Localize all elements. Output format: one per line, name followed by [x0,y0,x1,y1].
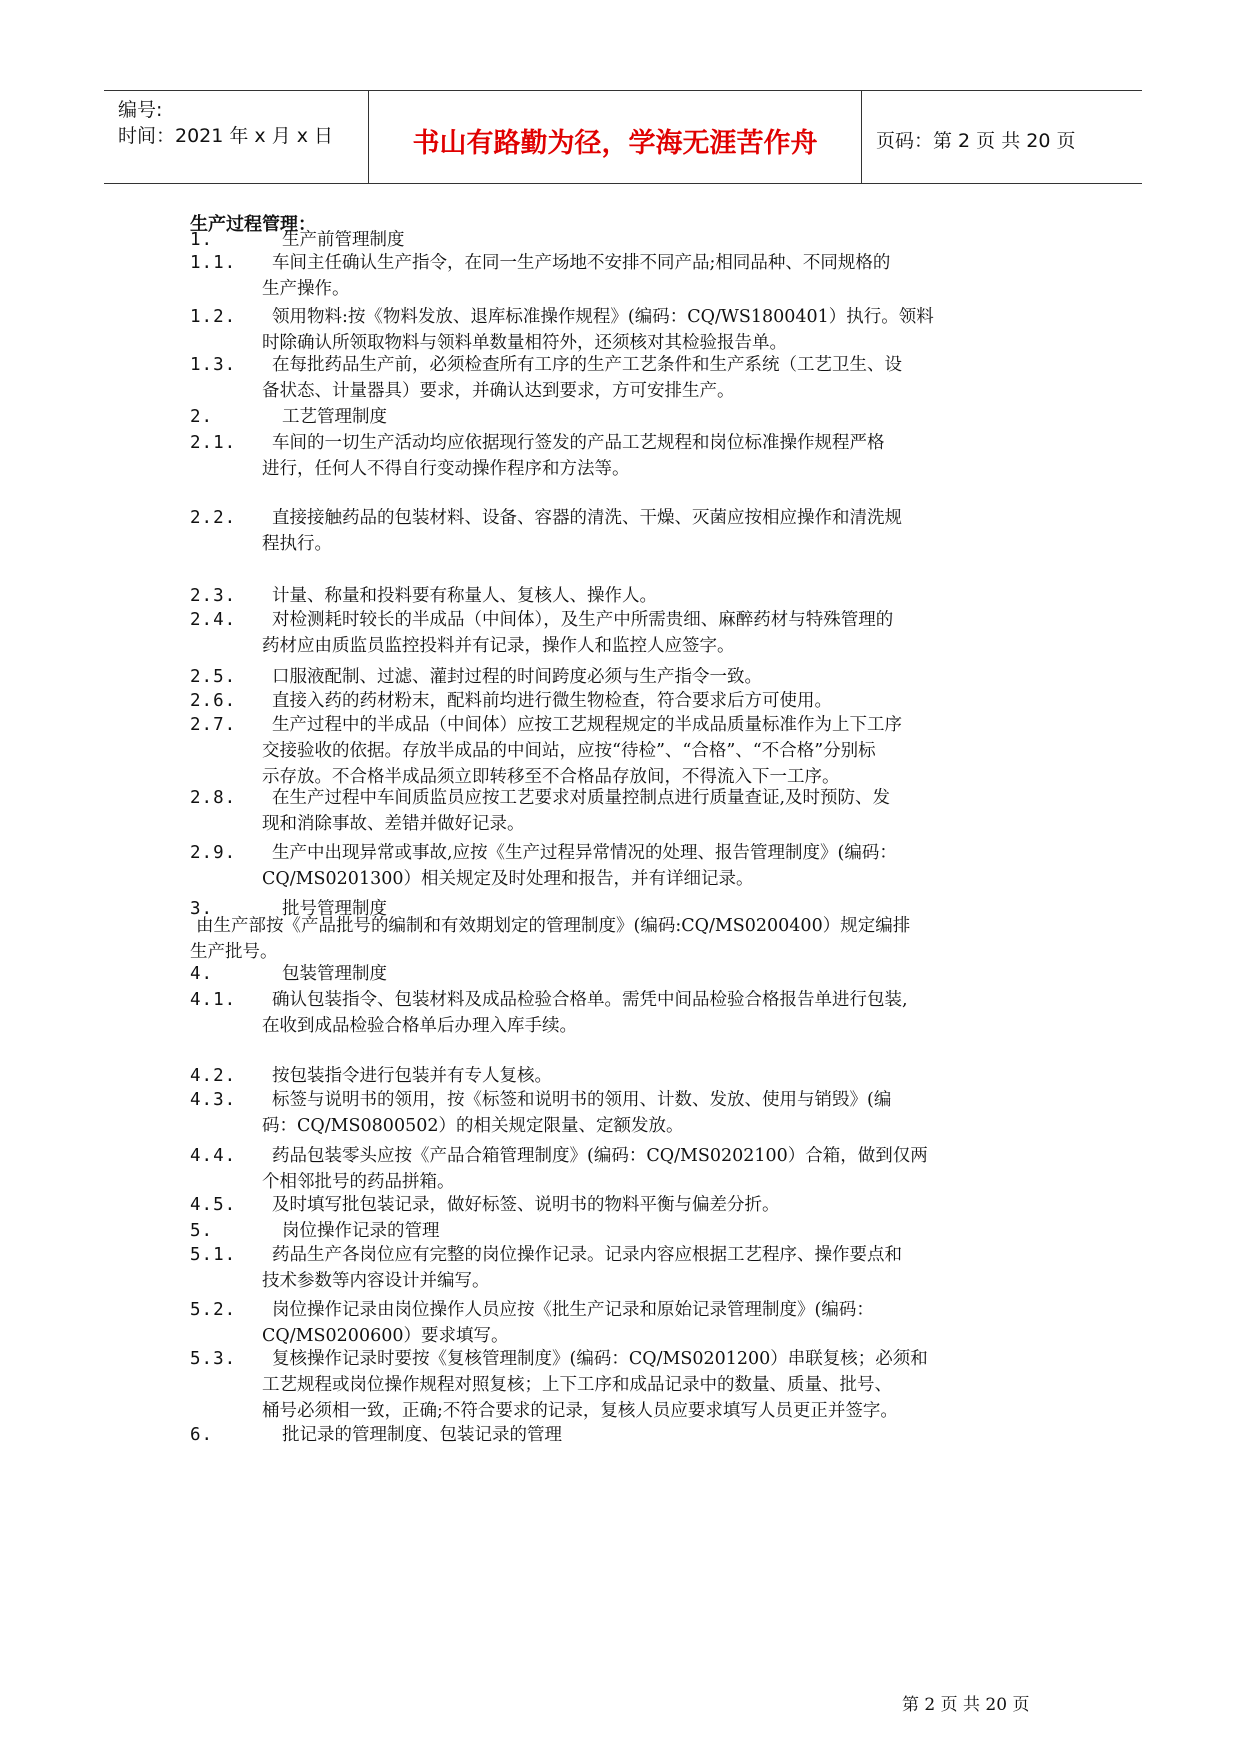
item-number: 1.3. [190,355,237,375]
item-text-line: 对检测耗时较长的半成品（中间体），及生产中所需贵细、麻醉药材与特殊管理的 [272,610,894,630]
item-number: 2.4. [190,610,237,630]
item-text-line: 复核操作记录时要按《复核管理制度》(编码：CQ/MS0201200）串联复核；必须和 [272,1349,928,1369]
item-text-line: 在收到成品检验合格单后办理入库手续。 [262,1016,577,1036]
item-text-line: 按包装指令进行包装并有专人复核。 [272,1066,552,1086]
section-heading: 包装管理制度 [282,964,387,984]
item-text-line: 生产中出现异常或事故,应按《生产过程异常情况的处理、报告管理制度》(编码： [272,843,897,863]
header-table [104,90,1142,184]
item-text-line: 进行，任何人不得自行变动操作程序和方法等。 [262,459,630,479]
item-text-line: 及时填写批包装记录，做好标签、说明书的物料平衡与偏差分折。 [272,1195,780,1215]
page-footer: 第 2 页 共 20 页 [902,1695,1030,1715]
item-text-line: 在生产过程中车间质监员应按工艺要求对质量控制点进行质量查证,及时预防、发 [272,788,891,808]
item-text-line: 药材应由质监员监控投料并有记录，操作人和监控人应签字。 [262,636,735,656]
item-text-line: 生产批号。 [190,942,278,962]
item-number: 2.6. [190,691,237,711]
section-title: 生产过程管理： [190,214,316,235]
section-heading: 生产前管理制度 [282,230,405,250]
item-text-line: 确认包装指令、包装材料及成品检验合格单。需凭中间品检验合格报告单进行包装, [272,990,908,1010]
item-text-line: 程执行。 [262,534,332,554]
header-right-cell [862,91,1142,183]
item-text-line: 交接验收的依据。存放半成品的中间站，应按“待检”、“合格”、“不合格”分别标 [262,741,876,761]
item-number: 2.9. [190,843,237,863]
item-text-line: 码：CQ/MS0800502）的相关规定限量、定额发放。 [262,1116,684,1136]
item-number: 1.1. [190,253,237,273]
item-text-line: 工艺规程或岗位操作规程对照复核；上下工序和成品记录中的数量、质量、批号、 [262,1375,892,1395]
item-number: 5.2. [190,1300,237,1320]
item-number: 4.2. [190,1066,237,1086]
item-text-line: 药品包装零头应按《产品合箱管理制度》(编码：CQ/MS0202100）合箱，做到仅两 [272,1146,928,1166]
section-heading: 批号管理制度 [282,899,387,919]
item-number: 5.1. [190,1245,237,1265]
item-number: 1. [190,230,214,250]
section-heading: 工艺管理制度 [282,407,387,427]
item-number: 2.5. [190,667,237,687]
section-heading: 批记录的管理制度、包装记录的管理 [282,1425,562,1445]
item-number: 2.7. [190,715,237,735]
item-number: 4. [190,964,214,984]
item-text-line: 技术参数等内容设计并编写。 [262,1271,490,1291]
header-left-cell [104,91,368,183]
item-text-line: 备状态、计量器具）要求，并确认达到要求，方可安排生产。 [262,381,735,401]
item-number: 2. [190,407,214,427]
serial-label: 编号: [118,99,163,121]
item-text-line: 车间主任确认生产指令，在同一生产场地不安排不同产品;相同品种、不同规格的 [272,253,891,273]
item-text-line: 车间的一切生产活动均应依据现行签发的产品工艺规程和岗位标准操作规程严格 [272,433,885,453]
item-text-line: 生产过程中的半成品（中间体）应按工艺规程规定的半成品质量标准作为上下工序 [272,715,902,735]
item-text-line: 个相邻批号的药品拼箱。 [262,1172,455,1192]
item-number: 1.2. [190,307,237,327]
item-number: 2.1. [190,433,237,453]
header-center-cell [368,91,862,183]
item-text-line: 在每批药品生产前，必须检查所有工序的生产工艺条件和生产系统（工艺卫生、设 [272,355,902,375]
item-text-line: 药品生产各岗位应有完整的岗位操作记录。记录内容应根据工艺程序、操作要点和 [272,1245,902,1265]
item-text-line: 岗位操作记录由岗位操作人员应按《批生产记录和原始记录管理制度》(编码： [272,1300,874,1320]
item-number: 2.3. [190,586,237,606]
item-text-line: 由生产部按《产品批号的编制和有效期划定的管理制度》(编码:CQ/MS0200400）规定编排 [196,916,911,936]
item-text-line: 生产操作。 [262,279,350,299]
motto: 书山有路勤为径，学海无涯苦作舟 [412,128,818,159]
item-text-line: 标签与说明书的领用，按《标签和说明书的领用、计数、发放、使用与销毁》(编 [272,1090,892,1110]
item-number: 4.1. [190,990,237,1010]
item-text-line: 口服液配制、过滤、灌封过程的时间跨度必须与生产指令一致。 [272,667,762,687]
item-text-line: 示存放。不合格半成品须立即转移至不合格品存放间，不得流入下一工序。 [262,767,840,787]
item-number: 2.2. [190,508,237,528]
item-text-line: 现和消除事故、差错并做好记录。 [262,814,525,834]
item-text-line: CQ/MS0201300）相关规定及时处理和报告，并有详细记录。 [262,869,754,889]
item-number: 4.3. [190,1090,237,1110]
item-number: 5. [190,1221,214,1241]
item-number: 2.8. [190,788,237,808]
section-heading: 岗位操作记录的管理 [282,1221,440,1241]
item-number: 4.4. [190,1146,237,1166]
item-text-line: 时除确认所领取物料与领料单数量相符外，还须核对其检验报告单。 [262,333,787,353]
item-text-line: 计量、称量和投料要有称量人、复核人、操作人。 [272,586,657,606]
time-label: 时间：2021 年 x 月 x 日 [118,125,334,147]
item-number: 6. [190,1425,214,1445]
item-number: 5.3. [190,1349,237,1369]
page-info: 页码：第 2 页 共 20 页 [876,130,1076,152]
item-text-line: 桶号必须相一致，正确;不符合要求的记录，复核人员应要求填写人员更正并签字。 [262,1401,898,1421]
item-text-line: 直接接触药品的包装材料、设备、容器的清洗、干燥、灭菌应按相应操作和清洗规 [272,508,902,528]
item-number: 4.5. [190,1195,237,1215]
item-text-line: 直接入药的药材粉末，配料前均进行微生物检查，符合要求后方可使用。 [272,691,832,711]
item-text-line: 领用物料:按《物料发放、退库标准操作规程》(编码：CQ/WS1800401）执行。领料 [272,307,934,327]
item-number: 3. [190,899,214,919]
item-text-line: CQ/MS0200600）要求填写。 [262,1326,509,1346]
